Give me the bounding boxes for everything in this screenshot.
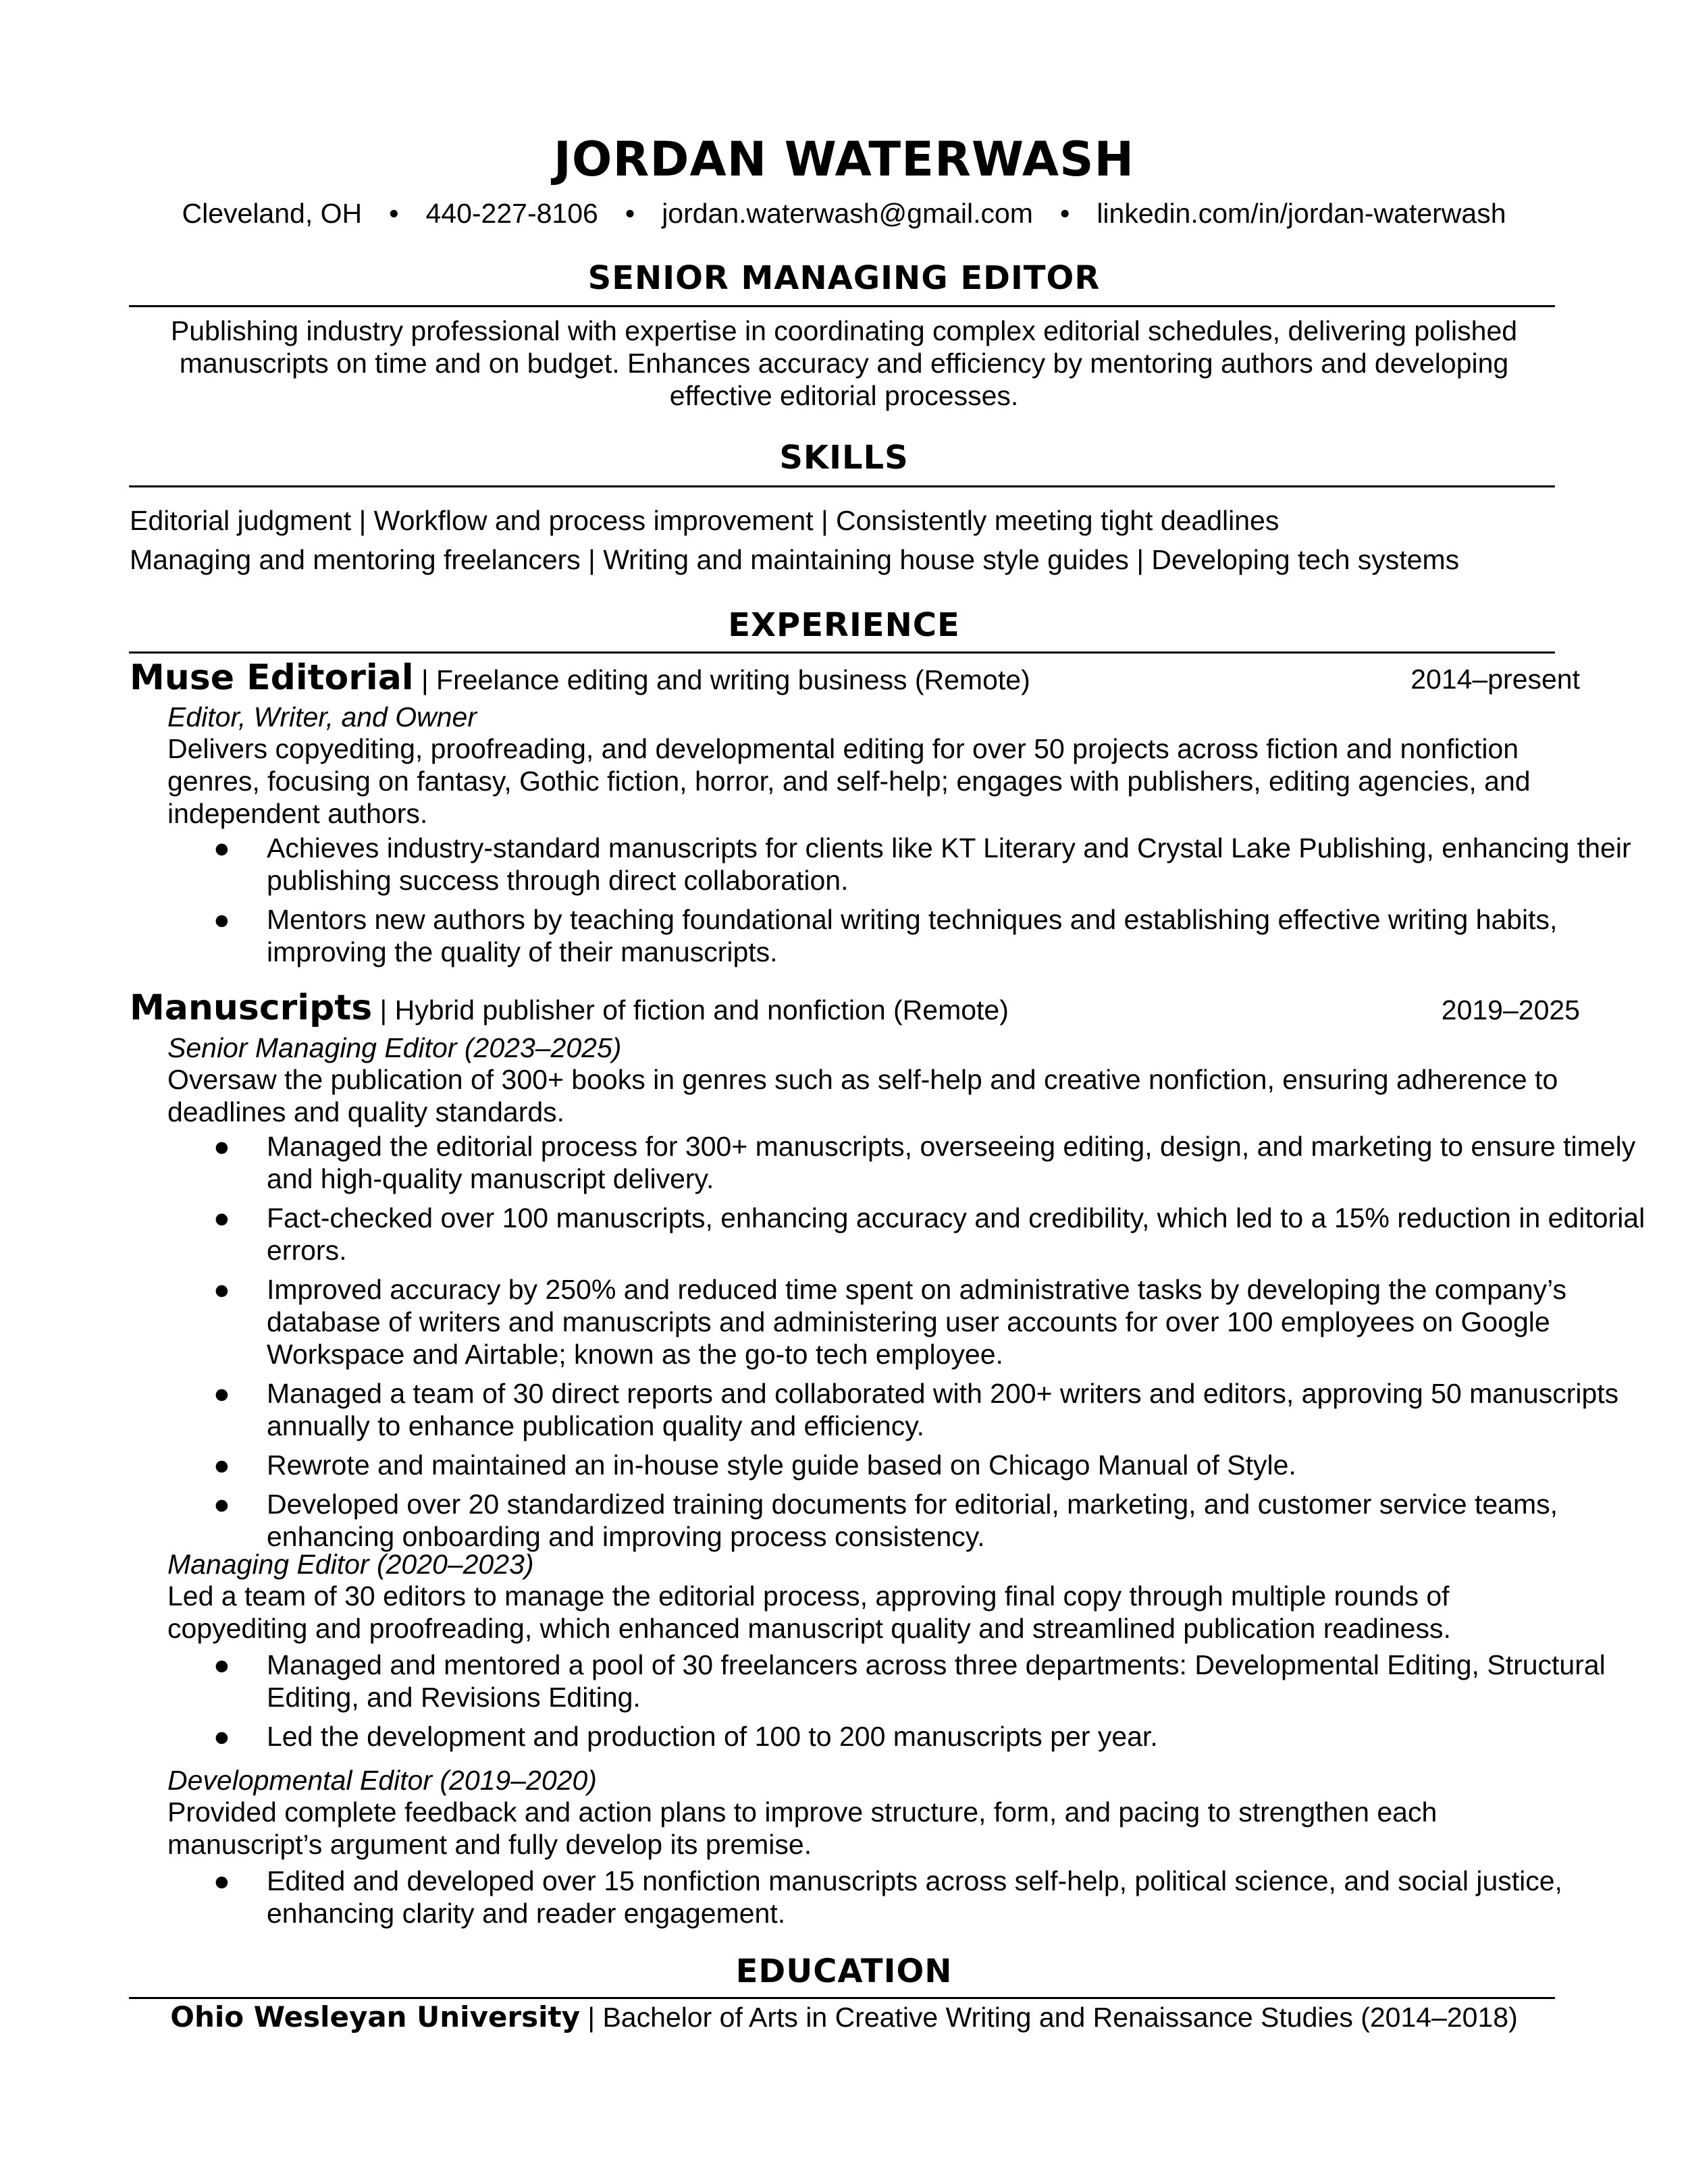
bullet-icon: ●	[213, 1378, 230, 1409]
headline-title: SENIOR MANAGING EDITOR	[587, 259, 1101, 297]
education-title: EDUCATION	[735, 1952, 953, 1990]
job-header	[130, 659, 1030, 699]
education-line	[0, 2000, 1688, 2034]
list-item	[0, 1377, 1671, 1442]
degree-detail: | Bachelor of Arts in Creative Writing and Renaissance Studies (2014–2018)	[580, 2002, 1518, 2033]
company-name: Manuscripts	[130, 988, 373, 1028]
role-title: Developmental Editor (2019–2020)	[167, 1765, 597, 1796]
section-divider	[129, 1997, 1555, 1999]
list-item	[0, 1273, 1671, 1370]
skills-title: SKILLS	[779, 439, 909, 477]
section-divider	[129, 485, 1555, 487]
role-title: Editor, Writer, and Owner	[167, 701, 477, 733]
list-item	[0, 903, 1671, 968]
role-description: Led a team of 30 editors to manage the editorial process, approving final copy through multiple rounds of copyediting and proofreading, which enhanced manuscript quality and streamlined publication readiness.	[167, 1580, 1451, 1644]
bullet-text: Managed a team of 30 direct reports and collaborated with 200+ writers and editors, approving 50 manuscripts annually to enhance publication quality and efficiency.	[267, 1378, 1619, 1441]
job-header	[130, 989, 1009, 1029]
bullet-text: Fact-checked over 100 manuscripts, enhancing accuracy and credibility, which led to a 15% reduction in editorial errors.	[267, 1202, 1645, 1266]
skills-line: Editorial judgment | Workflow and process improvement | Consistently meeting tight deadlines	[130, 505, 1280, 536]
bullet-icon: ●	[213, 904, 230, 935]
company-name: Muse Editorial	[130, 658, 414, 698]
list-item	[0, 1488, 1671, 1553]
list-item	[0, 1130, 1671, 1195]
bullet-text: Improved accuracy by 250% and reduced time spent on administrative tasks by developing the company’s database of writers and manuscripts and administering user accounts for over 100 employees on Google Workspace and Airtable; known as the go-to tech employee.	[267, 1274, 1567, 1370]
bullet-list	[0, 1649, 1671, 1759]
bullet-list	[0, 1865, 1671, 1936]
candidate-name: JORDAN WATERWASH	[553, 132, 1135, 187]
list-item	[0, 1865, 1671, 1929]
company-detail: | Hybrid publisher of fiction and nonfiction (Remote)	[372, 994, 1009, 1026]
separator-bullet: •	[625, 198, 635, 229]
bullet-text: Edited and developed over 15 nonfiction manuscripts across self-help, political science, and social justice, enhancing clarity and reader engagement.	[267, 1865, 1562, 1929]
experience-title: EXPERIENCE	[728, 606, 960, 644]
bullet-text: Managed and mentored a pool of 30 freelancers across three departments: Developmental Editing, Structural Editing, and Revisions Editing.	[267, 1649, 1606, 1713]
school-name: Ohio Wesleyan University	[170, 2000, 581, 2033]
location: Cleveland, OH	[182, 198, 363, 229]
contact-line	[0, 196, 1688, 230]
bullet-icon: ●	[213, 1202, 230, 1233]
bullet-text: Achieves industry-standard manuscripts for clients like KT Literary and Crystal Lake Publishing, enhancing their publishing success through direct collaboration.	[267, 832, 1631, 896]
bullet-text: Rewrote and maintained an in-house style guide based on Chicago Manual of Style.	[267, 1449, 1296, 1481]
bullet-icon: ●	[213, 1449, 230, 1481]
bullet-text: Mentors new authors by teaching foundational writing techniques and establishing effective writing habits, improving the quality of their manuscripts.	[267, 904, 1558, 967]
bullet-icon: ●	[213, 1131, 230, 1162]
section-divider	[129, 305, 1555, 307]
section-divider	[129, 651, 1555, 654]
list-item	[0, 1449, 1671, 1481]
bullet-text: Led the development and production of 100 to 200 manuscripts per year.	[267, 1721, 1158, 1752]
bullet-list	[0, 832, 1671, 975]
job-dates: 2019–2025	[1441, 994, 1580, 1026]
role-description: Provided complete feedback and action plans to improve structure, form, and pacing to strengthen each manuscript’s argument and fully develop its premise.	[167, 1796, 1438, 1860]
bullet-list	[0, 1130, 1671, 1560]
bullet-icon: ●	[213, 1274, 230, 1305]
bullet-icon: ●	[213, 1489, 230, 1520]
company-detail: | Freelance editing and writing business (Remote)	[413, 664, 1030, 695]
role-title: Managing Editor (2020–2023)	[167, 1549, 534, 1580]
role-description: Delivers copyediting, proofreading, and developmental editing for over 50 projects across fiction and nonfiction genres, focusing on fantasy, Gothic fiction, horror, and self-help; engages with publishers, editing agencies, and independent authors.	[167, 733, 1531, 829]
role-title: Senior Managing Editor (2023–2025)	[167, 1032, 622, 1063]
bullet-text: Developed over 20 standardized training documents for editorial, marketing, and customer service teams, enhancing onboarding and improving process consistency.	[267, 1489, 1558, 1552]
role-description: Oversaw the publication of 300+ books in genres such as self-help and creative nonfiction, ensuring adherence to deadlines and quality standards.	[167, 1064, 1558, 1127]
bullet-text: Managed the editorial process for 300+ manuscripts, overseeing editing, design, and marketing to ensure timely and high-quality manuscript delivery.	[267, 1131, 1636, 1194]
bullet-icon: ●	[213, 1649, 230, 1680]
separator-bullet: •	[1059, 198, 1070, 229]
job-dates: 2014–present	[1410, 664, 1580, 695]
bullet-icon: ●	[213, 832, 230, 863]
email-link[interactable]: jordan.waterwash@gmail.com	[662, 198, 1033, 229]
linkedin-link[interactable]: linkedin.com/in/jordan-waterwash	[1097, 198, 1506, 229]
phone: 440-227-8106	[425, 198, 598, 229]
list-item	[0, 1202, 1671, 1267]
list-item	[0, 1649, 1671, 1713]
list-item	[0, 1720, 1671, 1753]
bullet-icon: ●	[213, 1721, 230, 1752]
skills-line: Managing and mentoring freelancers | Writing and maintaining house style guides | Developing tech systems	[130, 544, 1460, 575]
summary-text: Publishing industry professional with expertise in coordinating complex editorial schedules, delivering polished manuscripts on time and on budget. Enhances accuracy and efficiency by mentoring authors and developing effective editorial processes.	[170, 315, 1518, 411]
separator-bullet: •	[389, 198, 399, 229]
bullet-icon: ●	[213, 1865, 230, 1896]
list-item	[0, 832, 1671, 897]
